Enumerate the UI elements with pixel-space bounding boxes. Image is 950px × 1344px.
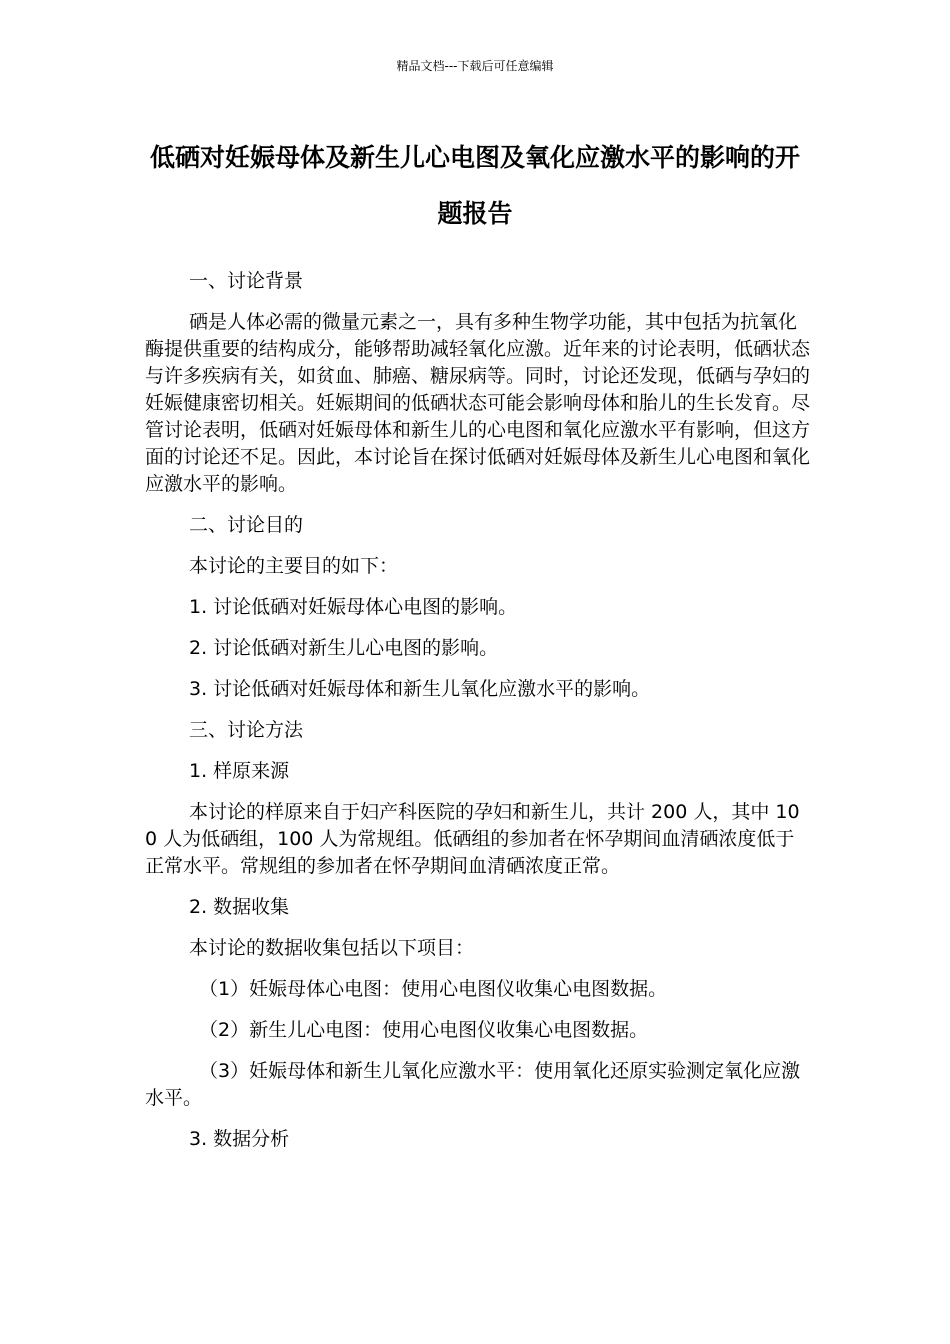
paragraph-background: 硒是人体必需的微量元素之一，具有多种生物学功能，其中包括为抗氧化酶提供重要的结构成分，能够帮助减轻氧化应激。近年来的讨论表明，低硒状态与许多疾病有关，如贫血、肺癌、糖尿病等。同时，讨论还发现，低硒与孕妇的妊娠健康密切相关。妊娠期间的低硒状态可能会影响母体和胎儿的生长发育。尽管讨论表明，低硒对妊娠母体和新生儿的心电图和氧化应激水平有影响，但这方面的讨论还不足。因此，本讨论旨在探讨低硒对妊娠母体及新生儿心电图和氧化应激水平的影响。 bbox=[145, 311, 811, 495]
list-item-purpose-1: 1. 讨论低硒对妊娠母体心电图的影响。 bbox=[189, 596, 518, 618]
document-title: 低硒对妊娠母体及新生儿心电图及氧化应激水平的影响的开题报告 bbox=[149, 143, 800, 228]
document-body bbox=[145, 268, 810, 1167]
section-heading-background: 一、讨论背景 bbox=[189, 270, 304, 292]
paragraph-sample-source: 本讨论的样原来自于妇产科医院的孕妇和新生儿，共计 200 人，其中 100 人为低硒组，100 人为常规组。低硒组的参加者在怀孕期间血清硒浓度低于正常水平。常规组的参加者在怀孕期间血清硒浓度正常。 bbox=[145, 801, 800, 877]
list-item-collection-2: （2）新生儿心电图：使用心电图仪收集心电图数据。 bbox=[199, 1019, 649, 1041]
section-heading-methods: 三、讨论方法 bbox=[189, 719, 304, 741]
list-item-purpose-3: 3. 讨论低硒对妊娠母体和新生儿氧化应激水平的影响。 bbox=[189, 678, 651, 700]
list-item-collection-3: （3）妊娠母体和新生儿氧化应激水平：使用氧化还原实验测定氧化应激水平。 bbox=[145, 1060, 801, 1109]
section-heading-purpose: 二、讨论目的 bbox=[189, 514, 304, 536]
subheading-sample-source: 1. 样原来源 bbox=[189, 760, 290, 782]
list-item-purpose-2: 2. 讨论低硒对新生儿心电图的影响。 bbox=[189, 637, 499, 659]
header-watermark: 精品文档---下载后可任意编辑 bbox=[396, 59, 554, 73]
paragraph-data-collection-intro: 本讨论的数据收集包括以下项目： bbox=[189, 937, 475, 959]
list-item-collection-1: （1）妊娠母体心电图：使用心电图仪收集心电图数据。 bbox=[199, 978, 668, 1000]
paragraph-purpose-intro: 本讨论的主要目的如下： bbox=[189, 555, 399, 577]
subheading-data-analysis: 3. 数据分析 bbox=[189, 1128, 290, 1150]
subheading-data-collection: 2. 数据收集 bbox=[189, 896, 290, 918]
